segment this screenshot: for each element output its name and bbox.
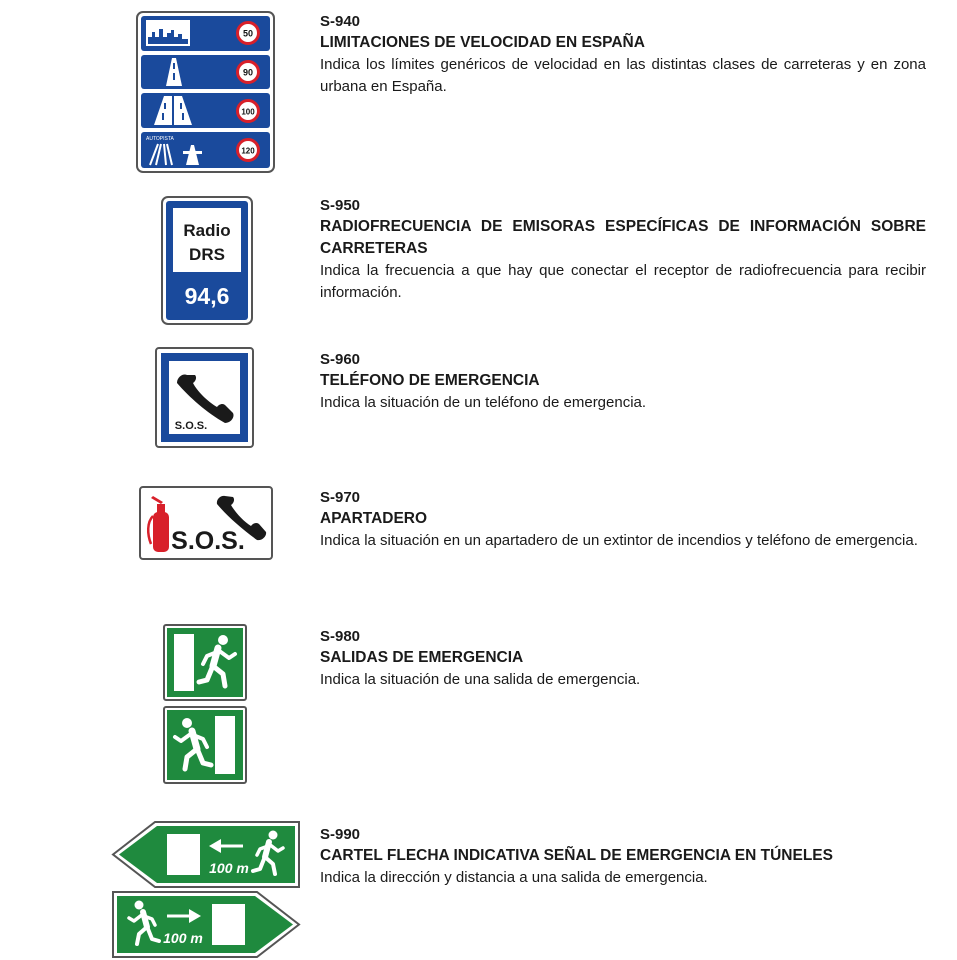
sign-description: Indica la situación de una salida de emergencia. (320, 671, 641, 688)
sign-title: APARTADERO (320, 510, 428, 527)
sos-label: S.O.S. (171, 527, 245, 555)
speed-limits-sign (136, 11, 275, 173)
sign-title: TELÉFONO DE EMERGENCIA (320, 372, 540, 389)
sign-description: Indica la situación en un apartadero de un extintor de incendios y teléfono de emergencia. (320, 532, 918, 549)
lay-by-sign (139, 486, 273, 560)
sign-code: S-950 (320, 197, 361, 214)
sign-description: Indica la frecuencia a que hay que conectar el receptor de radiofrecuencia para recibir información. (320, 262, 926, 301)
exit-door-icon (167, 834, 200, 875)
speed-value: 120 (241, 146, 255, 156)
sign-description: Indica los límites genéricos de velocidad en las distintas clases de carreteras y en zona urbana en España. (320, 56, 926, 95)
tunnel-exit-arrow-right-sign (111, 891, 301, 958)
sign-code: S-980 (320, 628, 361, 645)
sign-code: S-960 (320, 351, 361, 368)
entry-s960 (320, 350, 926, 414)
speed-value: 50 (242, 28, 254, 39)
emergency-phone-sign (155, 347, 254, 448)
entry-s970 (320, 488, 926, 552)
sign-title: LIMITACIONES DE VELOCIDAD EN ESPAÑA (320, 34, 645, 51)
radio-label: Radio (183, 221, 231, 240)
entry-s940 (320, 12, 926, 98)
entry-s990 (320, 825, 926, 889)
sos-label: S.O.S. (174, 420, 208, 432)
exit-door-icon (212, 904, 245, 945)
sign-code: S-940 (320, 13, 361, 30)
distance-label: 100 m (209, 860, 249, 876)
emergency-exit-left-sign (163, 706, 247, 784)
sign-title: SALIDAS DE EMERGENCIA (320, 649, 524, 666)
sign-code: S-970 (320, 489, 361, 506)
speed-value: 90 (242, 67, 254, 78)
tunnel-exit-arrow-left-sign (111, 821, 301, 888)
radio-frequency-sign (161, 196, 253, 325)
exit-door-icon (174, 634, 194, 691)
motorway-label: AUTOPISTA (146, 136, 174, 142)
sign-title: RADIOFRECUENCIA DE EMISORAS ESPECÍFICAS DE INFORMACIÓN SOBRE CARRETERAS (320, 218, 926, 257)
speed-value: 100 (241, 107, 255, 117)
sign-description: Indica la dirección y distancia a una salida de emergencia. (320, 869, 708, 886)
emergency-exit-right-sign (163, 624, 247, 701)
sign-code: S-990 (320, 826, 361, 843)
entry-s980 (320, 627, 926, 691)
station-label: DRS (189, 245, 225, 264)
exit-door-icon (215, 716, 235, 774)
distance-label: 100 m (163, 930, 203, 946)
entry-s950 (320, 196, 926, 304)
sign-description: Indica la situación de un teléfono de emergencia. (320, 394, 647, 411)
frequency-value: 94,6 (184, 283, 230, 309)
sign-title: CARTEL FLECHA INDICATIVA SEÑAL DE EMERGENCIA EN TÚNELES (320, 847, 833, 864)
